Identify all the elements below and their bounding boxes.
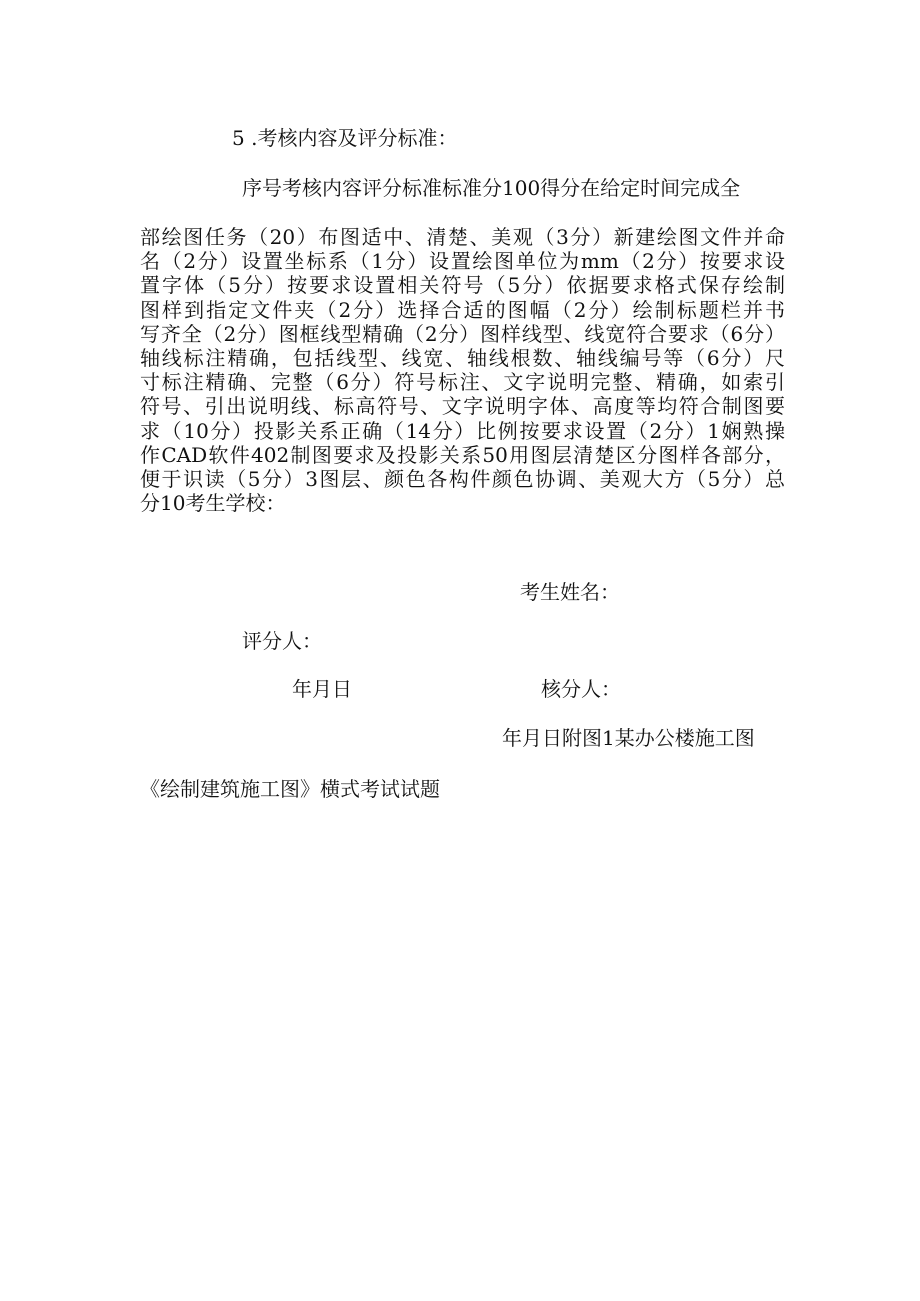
criteria-line: 写齐全（2分）图框线型精确（2分）图样线型、线宽符合要求（6分） [140,321,785,346]
criteria-line: 置字体（5分）按要求设置相关符号（5分）依据要求格式保存绘制 [140,273,785,298]
criteria-intro-line: 序号考核内容评分标准标准分100得分在给定时间完成全 [242,176,741,200]
section-heading: 5 .考核内容及评分标准： [232,126,458,150]
criteria-line: 寸标注精确、完整（6分）符号标注、文字说明完整、精确，如索引 [140,370,785,395]
criteria-line: 名（2分）设置坐标系（1分）设置绘图单位为mm（2分）按要求设 [140,249,785,274]
criteria-line: 图样到指定文件夹（2分）选择合适的图幅（2分）绘制标题栏并书 [140,297,785,322]
exam-title: 《绘制建筑施工图》横式考试试题 [140,777,440,801]
criteria-line: 便于识读（5分）3图层、颜色各构件颜色协调、美观大方（5分）总 [140,467,785,492]
criteria-paragraph [140,225,785,515]
criteria-line: 分10考生学校： [140,491,286,516]
date-appendix: 年月日附图1某办公楼施工图 [502,726,755,750]
candidate-name-label: 考生姓名： [520,580,620,604]
criteria-line: 求（10分）投影关系正确（14分）比例按要求设置（2分）1娴熟操 [140,418,785,443]
criteria-line: 符号、引出说明线、标高符号、文字说明字体、高度等均符合制图要 [140,394,785,419]
checker-label: 核分人： [541,677,621,701]
criteria-line: 作CAD软件402制图要求及投影关系50用图层清楚区分图样各部分， [140,442,785,467]
grader-label: 评分人： [242,629,322,653]
criteria-line: 轴线标注精确，包括线型、线宽、轴线根数、轴线编号等（6分）尺 [140,346,785,371]
criteria-line: 部绘图任务（20）布图适中、清楚、美观（3分）新建绘图文件并命 [140,225,785,249]
date-left: 年月日 [292,677,352,701]
